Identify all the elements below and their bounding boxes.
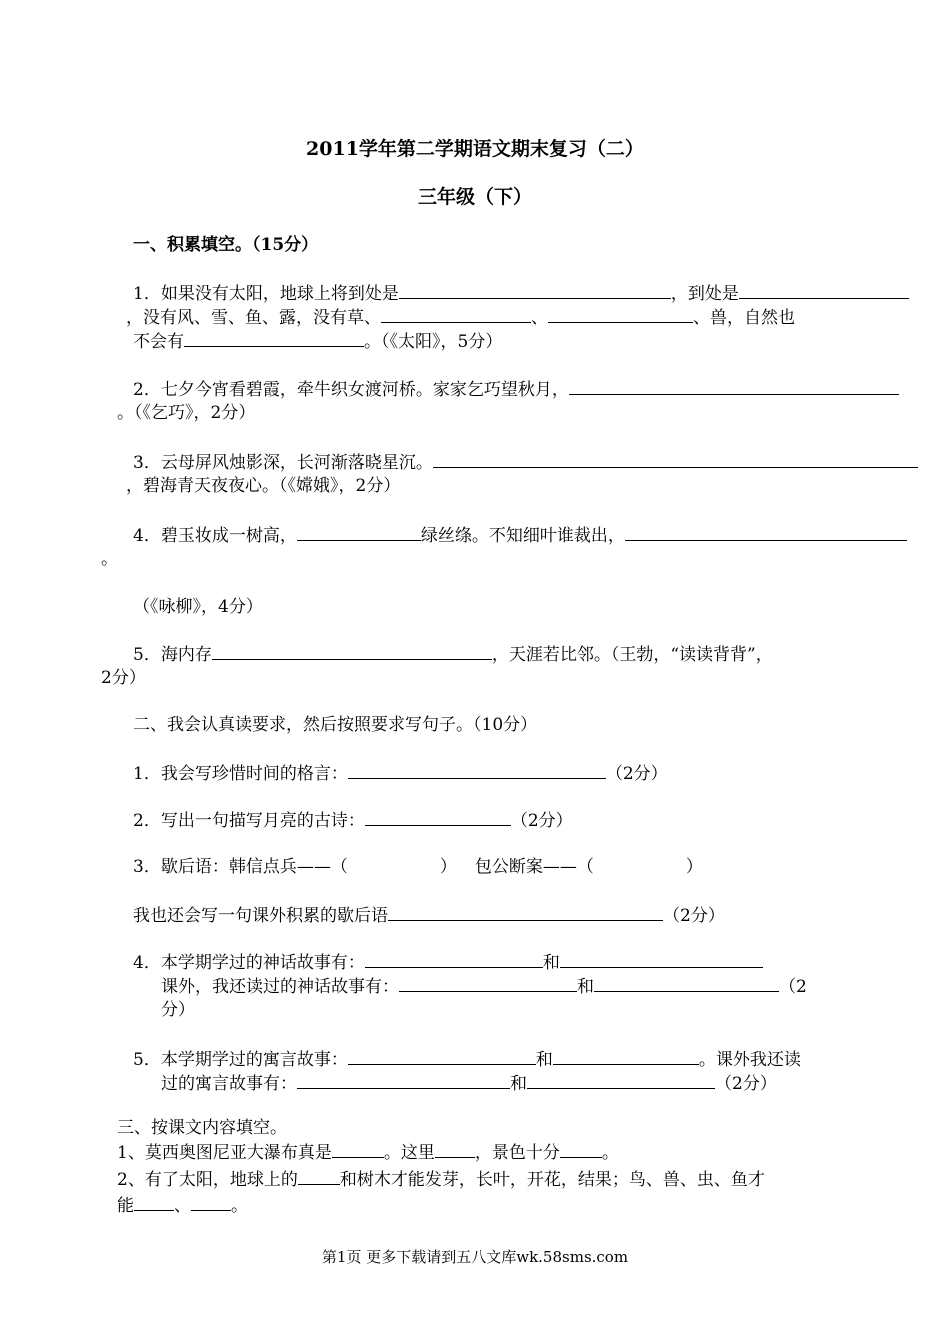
- s3-q2-line2: 能 、 。: [117, 1196, 248, 1216]
- s2-q2: 2．写出一句描写月亮的古诗： （2分）: [133, 811, 573, 831]
- answer-blank[interactable]: [191, 1194, 231, 1211]
- s1-q4-line1: 4．碧玉妆成一树高， 绿丝绦。不知细叶谁裁出，: [133, 524, 907, 547]
- s1-q4-line3: （《咏柳》，4分）: [133, 597, 263, 617]
- answer-blank[interactable]: [298, 1168, 340, 1185]
- s3-q2-line1: 2、有了太阳，地球上的 和树木才能发芽，长叶，开花，结果；鸟、兽、虫、鱼才: [117, 1170, 765, 1190]
- answer-blank[interactable]: [134, 1194, 174, 1211]
- section-3-heading: 三、按课文内容填空。: [117, 1118, 287, 1138]
- answer-blank[interactable]: [548, 306, 693, 323]
- answer-blank[interactable]: [625, 524, 907, 541]
- answer-blank[interactable]: [365, 951, 543, 968]
- answer-blank[interactable]: [348, 762, 606, 779]
- s1-q1-line2: ，没有风、雪、鱼、露，没有草、 、 、兽，自然也: [126, 308, 795, 328]
- s2-q4-line3: 分）: [161, 1000, 195, 1020]
- answer-blank[interactable]: [348, 1048, 536, 1065]
- s2-q1: 1．我会写珍惜时间的格言： （2分）: [133, 764, 668, 784]
- answer-blank[interactable]: [399, 975, 577, 992]
- s1-q1-line1: 1．如果没有太阳，地球上将到处是 ，到处是: [133, 282, 909, 305]
- answer-blank[interactable]: [184, 330, 364, 347]
- answer-blank[interactable]: [399, 282, 671, 299]
- s2-q3: 3．歇后语：韩信点兵——（ ） 包公断案——（ ）: [133, 857, 703, 877]
- answer-blank[interactable]: [433, 451, 918, 468]
- s1-q1-line3: 不会有 。（《太阳》，5分）: [133, 332, 503, 352]
- answer-blank[interactable]: [381, 306, 531, 323]
- answer-blank[interactable]: [560, 951, 763, 968]
- s3-q1: 1、莫西奥图尼亚大瀑布真是 。这里 ，景色十分 。: [117, 1143, 619, 1163]
- s1-q2-line1: 2．七夕今宵看碧霞，牵牛织女渡河桥。家家乞巧望秋月，: [133, 378, 899, 401]
- s2-q4-line2: 课外，我还读过的神话故事有： 和 （2: [161, 977, 807, 997]
- s1-q4-line2: 。: [101, 549, 118, 569]
- answer-blank[interactable]: [560, 1141, 602, 1158]
- s2-q4-line1: 4．本学期学过的神话故事有： 和: [133, 951, 763, 974]
- answer-blank[interactable]: [594, 975, 779, 992]
- answer-blank[interactable]: [569, 378, 899, 395]
- s1-q3-line2: ，碧海青天夜夜心。（《嫦娥》，2分）: [126, 476, 401, 496]
- answer-blank[interactable]: [527, 1072, 715, 1089]
- section-2-heading: 二、我会认真读要求，然后按照要求写句子。（10分）: [133, 715, 538, 735]
- s2-q3-extra: 我也还会写一句课外积累的歇后语 （2分）: [133, 906, 725, 926]
- s1-q2-line2: 。（《乞巧》，2分）: [117, 403, 256, 423]
- s1-q5-line2: 2分）: [101, 668, 146, 688]
- s2-q5-line2: 过的寓言故事有： 和 （2分）: [161, 1074, 777, 1094]
- page-title: 2011学年第二学期语文期末复习（二）: [306, 138, 644, 160]
- answer-blank[interactable]: [297, 1072, 510, 1089]
- s1-q3-line1: 3．云母屏风烛影深，长河渐落晓星沉。: [133, 451, 918, 474]
- answer-blank[interactable]: [212, 643, 492, 660]
- answer-blank[interactable]: [739, 282, 909, 299]
- answer-blank[interactable]: [332, 1141, 384, 1158]
- answer-blank[interactable]: [388, 904, 663, 921]
- page-subtitle: 三年级（下）: [417, 186, 532, 208]
- page-footer: 第1页 更多下载请到五八文库wk.58sms.com: [321, 1248, 629, 1266]
- s2-q5-line1: 5．本学期学过的寓言故事： 和 。课外我还读: [133, 1050, 801, 1070]
- answer-blank[interactable]: [297, 524, 421, 541]
- answer-blank[interactable]: [435, 1141, 475, 1158]
- section-1-heading: 一、积累填空。（15分）: [133, 235, 319, 255]
- s1-q5-line1: 5．海内存 ，天涯若比邻。（王勃，“读读背背”，: [133, 645, 773, 665]
- answer-blank[interactable]: [365, 809, 511, 826]
- answer-blank[interactable]: [553, 1048, 699, 1065]
